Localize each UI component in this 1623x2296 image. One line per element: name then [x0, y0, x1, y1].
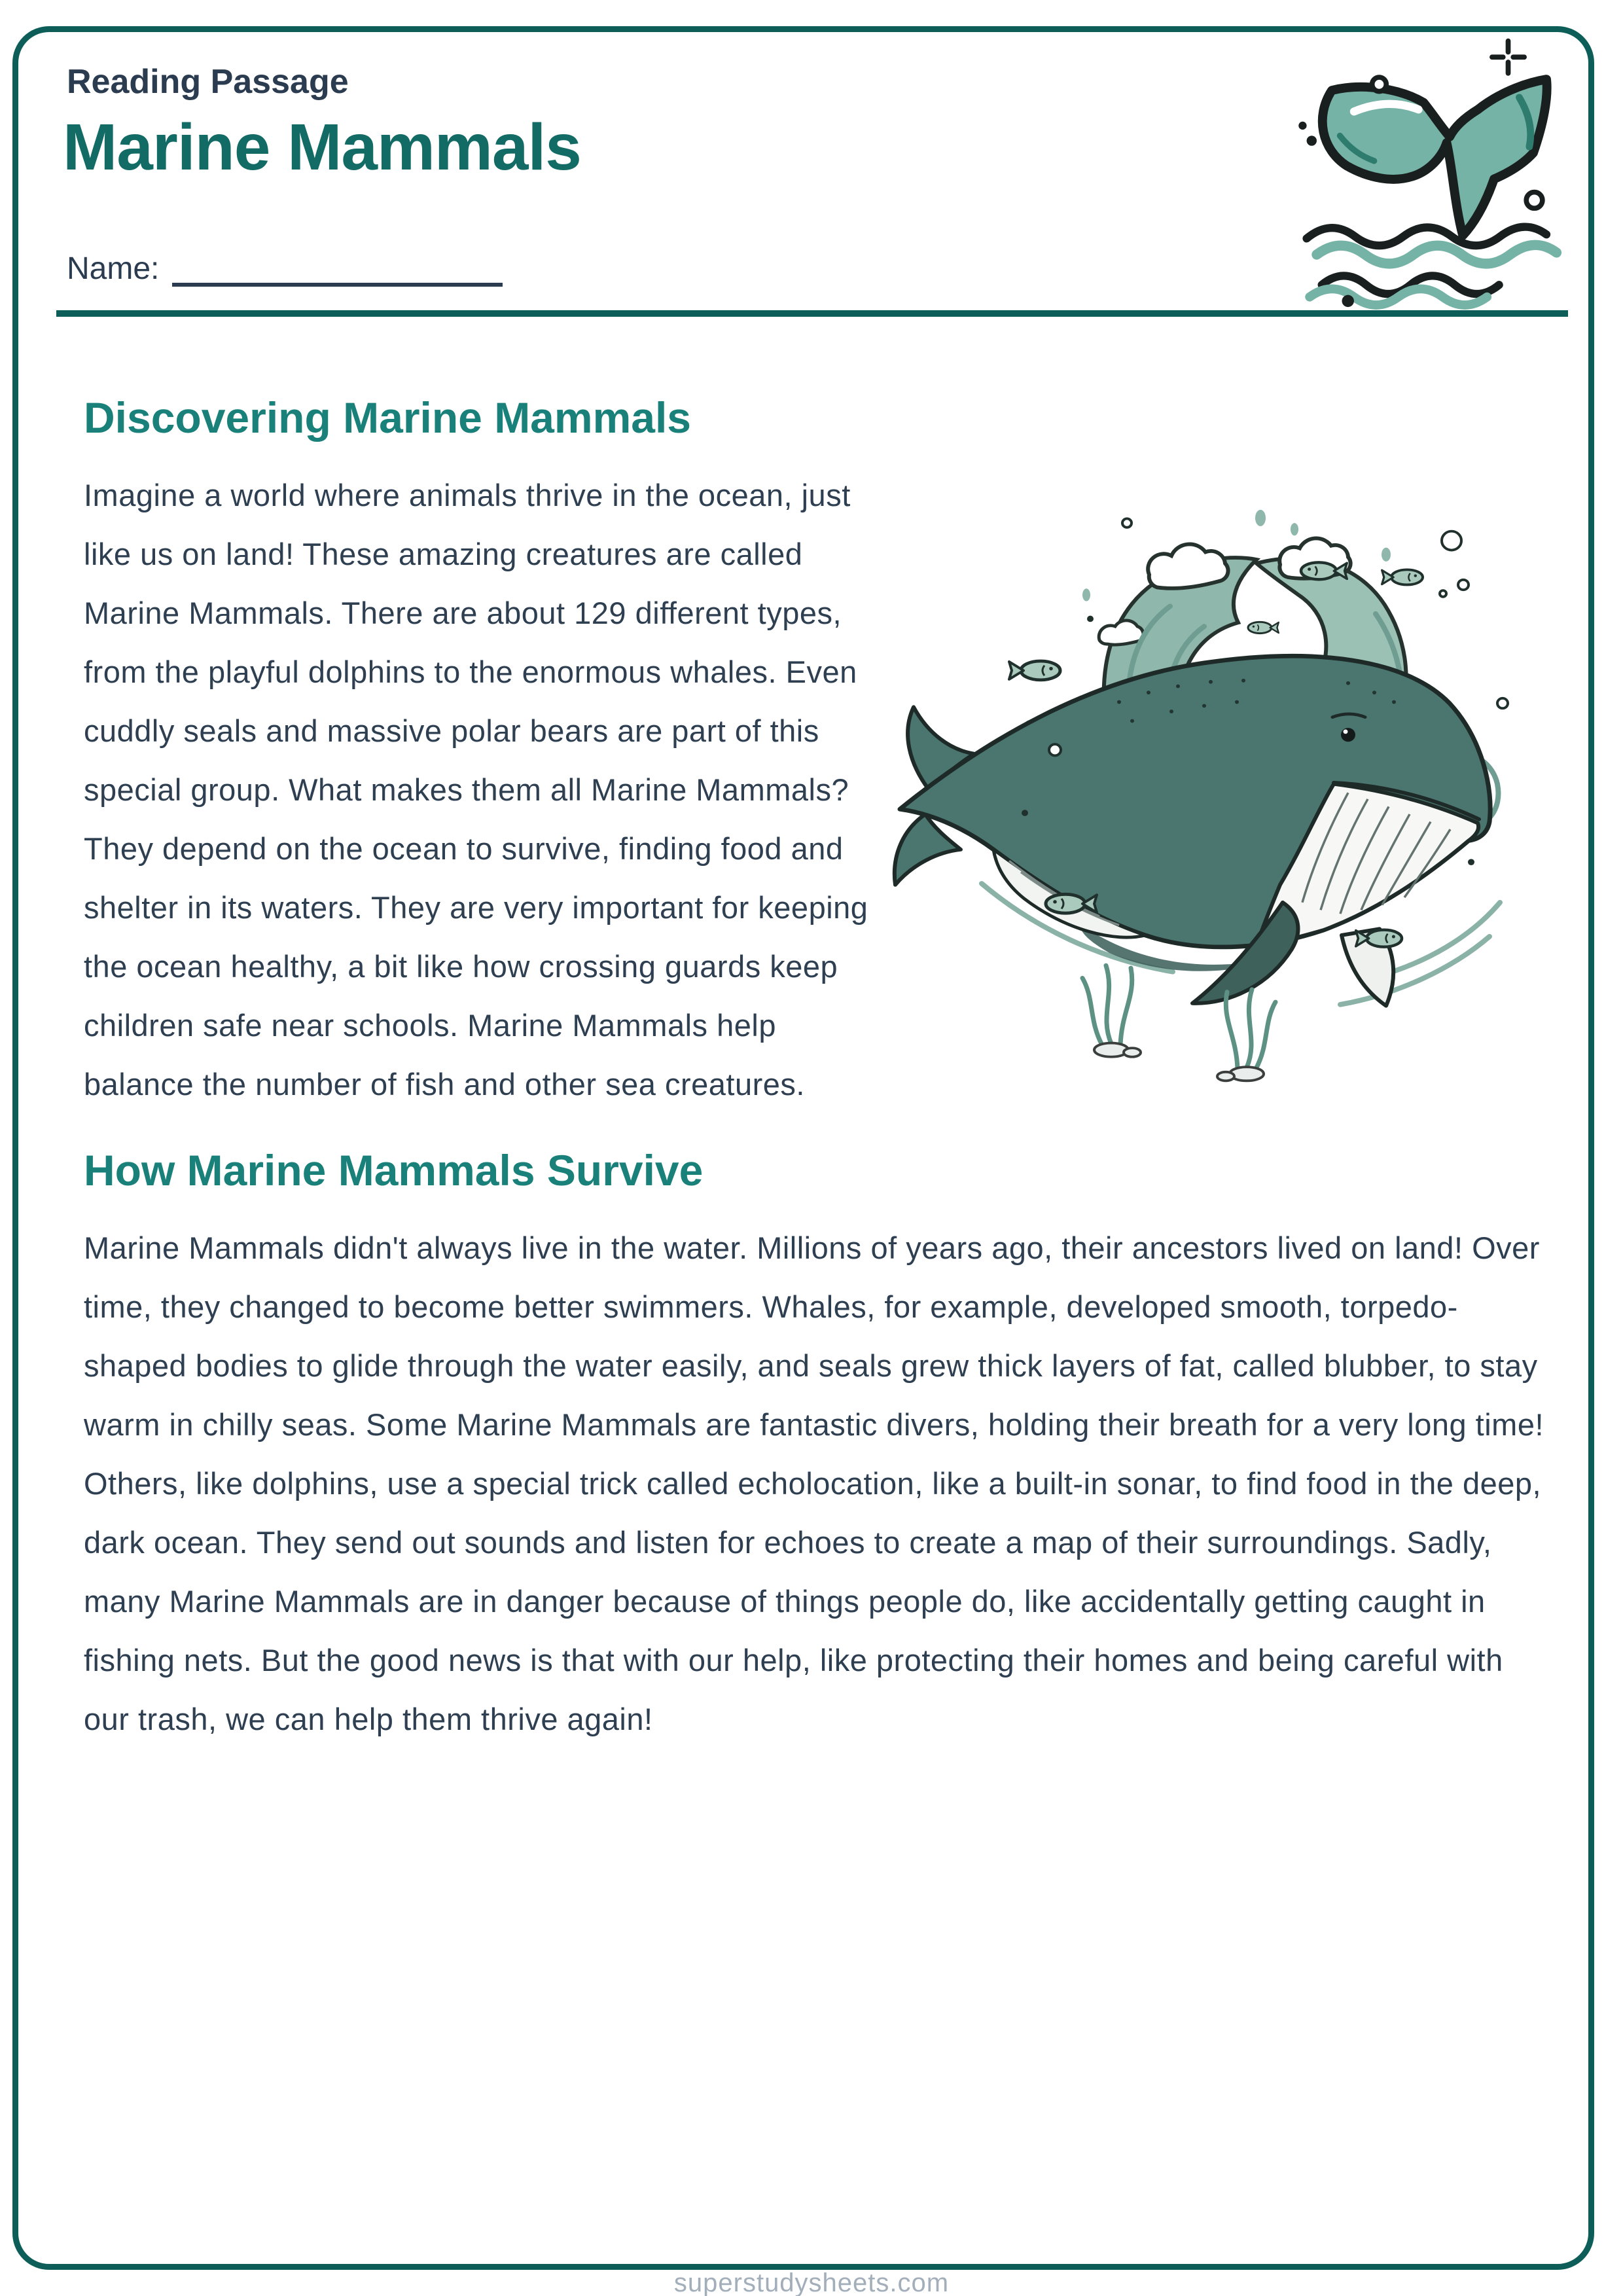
passage-content: [84, 364, 1544, 1778]
sparkle-icon: [1492, 41, 1524, 73]
whale-eye: [1341, 728, 1355, 742]
seaweed: [1082, 965, 1141, 1057]
fish-icon: [1382, 569, 1423, 584]
section-heading-discovering: Discovering Marine Mammals: [84, 393, 691, 442]
section-discovering: [84, 393, 1544, 1114]
whale-illustration: [890, 406, 1544, 1086]
header-divider: [56, 310, 1568, 317]
seaweed: [1217, 990, 1275, 1081]
section-heading-survive: How Marine Mammals Survive: [84, 1146, 704, 1194]
section-survive: [84, 1145, 1544, 1749]
name-field: [67, 250, 503, 287]
wave-foam: [1099, 620, 1143, 645]
fish-icon: [1009, 661, 1060, 680]
page-title: Marine Mammals: [63, 111, 581, 184]
whale-fluke: [1323, 79, 1547, 236]
section-body-discovering: Imagine a world where animals thrive in the ocean, just like us on land! These amazing creatures are called Marine Mammals. There are about 129 different types, from the playful dolphins to the enormous whales. Even cuddly seals and massive polar bears are part of this special group. What makes them all Marine Mammals? They depend on the ocean to survive, finding food and shelter in its waters. They are very important for keeping the ocean healthy, a bit like how crossing guards keep children safe near schools. Marine Mammals help balance the number of fish and other sea creatures.: [84, 478, 868, 1102]
footer-site-name: superstudysheets.com: [673, 2269, 950, 2296]
fish-icon: [1248, 622, 1279, 633]
name-blank-line: [172, 250, 503, 287]
section-body-survive: Marine Mammals didn't always live in the water. Millions of years ago, their ancestors lived on land! Over time, they changed to become better swimmers. Whales, for example, developed smooth, torpedo-shaped bodies to glide through the water easily, and seals grew thick layers of fat, called blubber, to stay warm in chilly seas. Some Marine Mammals are fantastic divers, holding their breath for a very long time! Others, like dolphins, use a special trick called echolocation, like a built-in sonar, to find food in the deep, dark ocean. They send out sounds and listen for echoes to create a map of their surroundings. Sadly, many Marine Mammals are in danger because of things people do, like accidentally getting caught in fishing nets. But the good news is that with our help, like protecting their homes and being careful with our trash, we can help them thrive again!: [84, 1230, 1544, 1736]
worksheet-type-label: Reading Passage: [67, 63, 349, 101]
wave-foam: [1148, 544, 1228, 588]
name-label: Name:: [67, 251, 160, 286]
whale-tail-logo-icon: [1266, 38, 1584, 259]
